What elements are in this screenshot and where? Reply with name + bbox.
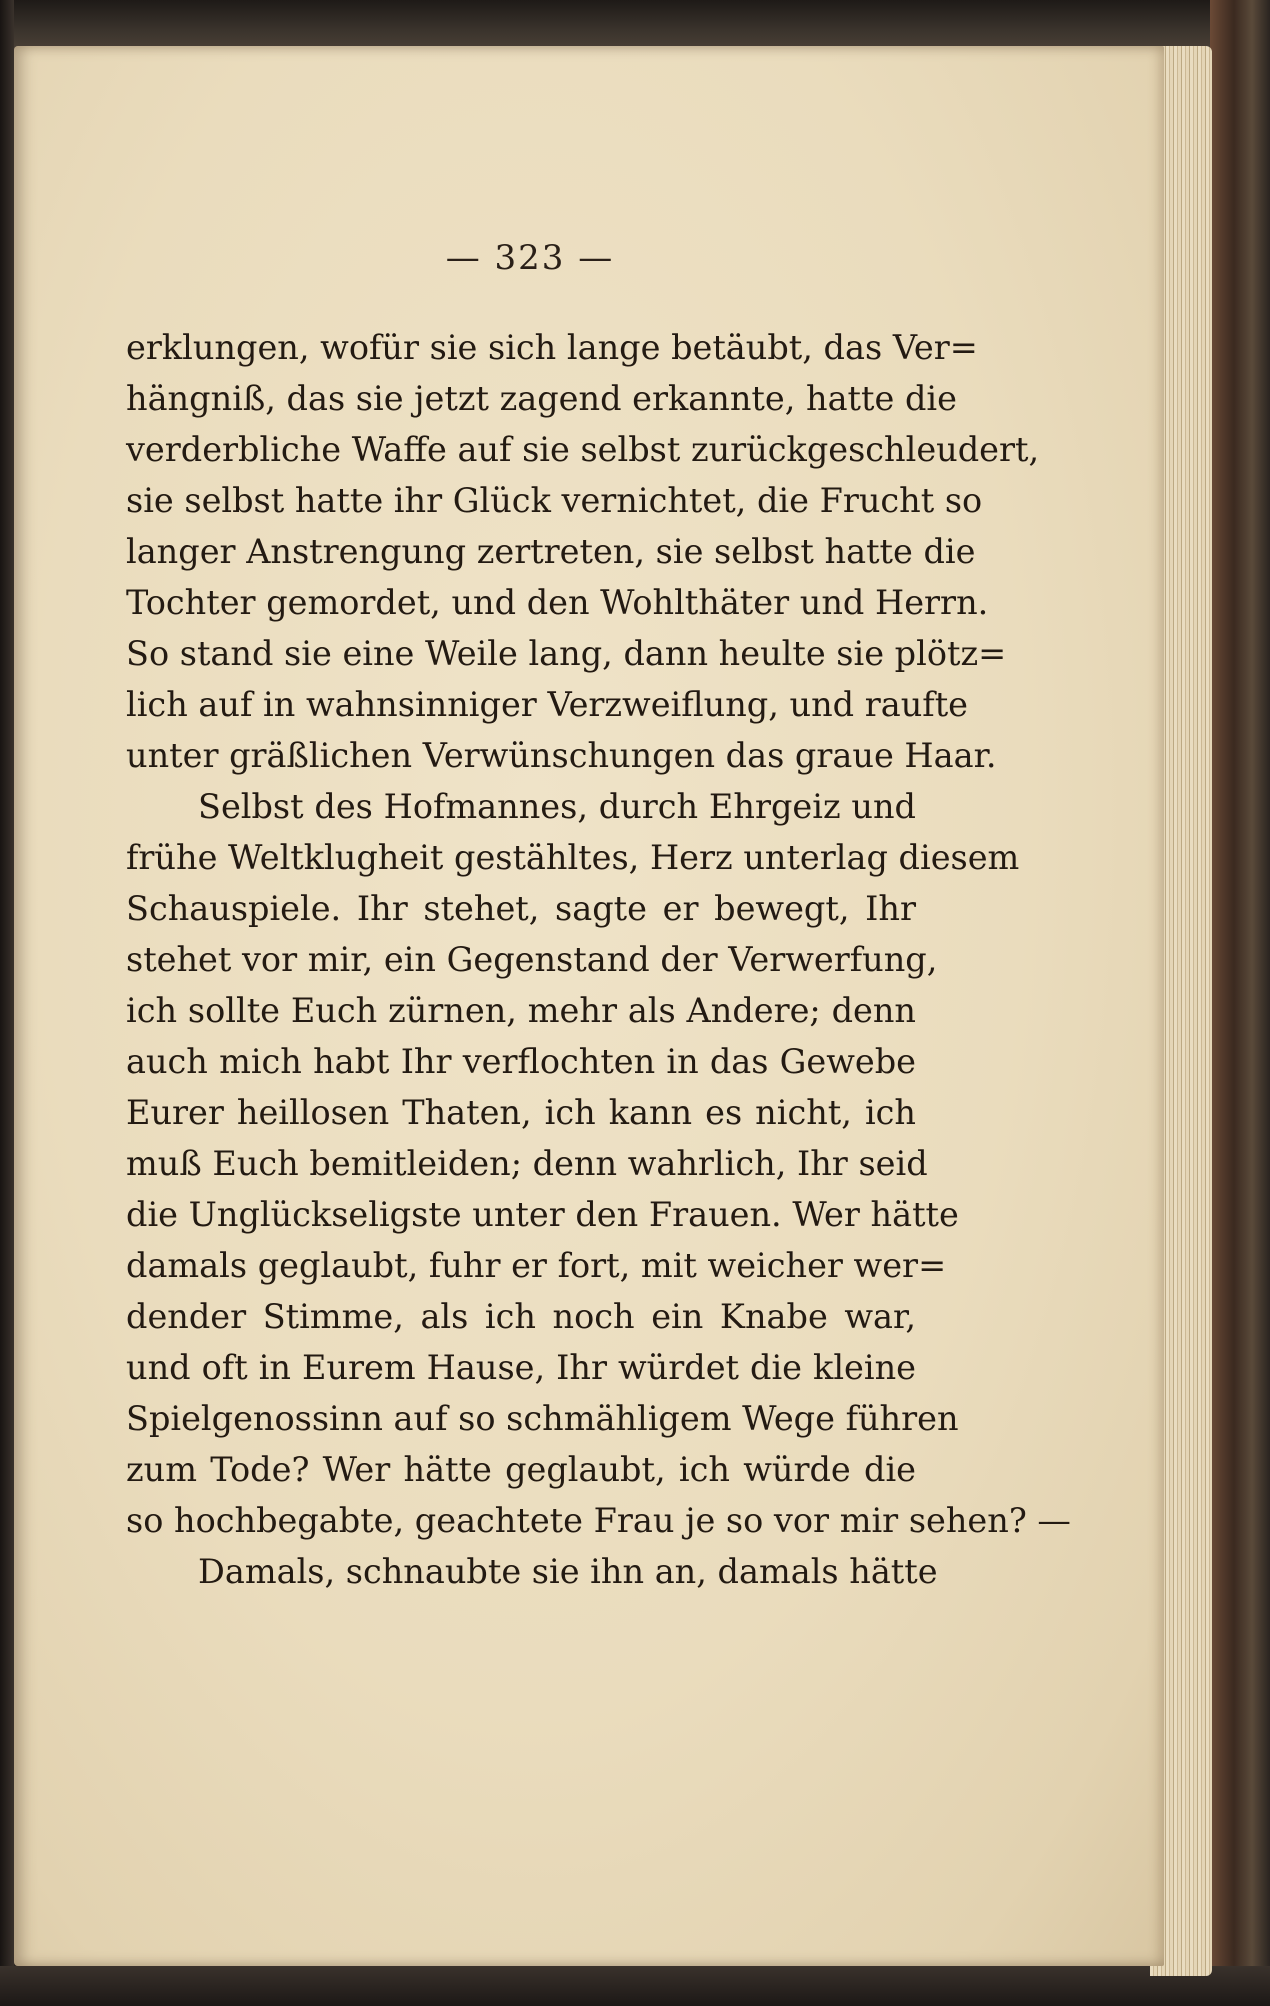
text-line-2: hängniß, das sie jetzt zagend erkannte, hatte die: [126, 379, 957, 418]
text-line-1: erklungen, wofür sie sich lange betäubt, das Ver=: [126, 328, 978, 367]
text-line-7: So stand sie eine Weile lang, dann heulte sie plötz=: [126, 634, 1007, 673]
text-line-8: lich auf in wahnsinniger Verzweiflung, und raufte: [126, 685, 968, 724]
text-line-22: Spielgenossinn auf so schmähligem Wege führen: [126, 1399, 959, 1438]
text-line-13: stehet vor mir, ein Gegenstand der Verwerfung,: [126, 940, 938, 979]
text-line-21: und oft in Eurem Hause, Ihr würdet die kleine: [126, 1348, 916, 1387]
book-cover-left-edge: [0, 0, 14, 2006]
text-line-10: Selbst des Hofmannes, durch Ehrgeiz und: [198, 787, 916, 826]
book-cover-top-edge: [0, 0, 1270, 50]
text-line-15: auch mich habt Ihr verflochten in das Gewebe: [126, 1042, 916, 1081]
text-line-16: Eurer heillosen Thaten, ich kann es nicht, ich: [126, 1093, 916, 1132]
text-line-9: unter gräßlichen Verwünschungen das graue Haar.: [126, 736, 997, 775]
text-line-20: dender Stimme, als ich noch ein Knabe war,: [126, 1297, 916, 1336]
text-line-6: Tochter gemordet, und den Wohlthäter und Herrn.: [126, 583, 989, 622]
book-cover-bottom-edge: [0, 1966, 1270, 2006]
text-line-18: die Unglückseligste unter den Frauen. Wer hätte: [126, 1195, 959, 1234]
text-line-12: Schauspiele. Ihr stehet, sagte er bewegt, Ihr: [126, 889, 916, 928]
body-text: [126, 322, 1071, 1597]
page-header: — 323 —: [445, 238, 615, 278]
text-line-23: zum Tode? Wer hätte geglaubt, ich würde die: [126, 1450, 916, 1489]
text-line-14: ich sollte Euch zürnen, mehr als Andere; denn: [126, 991, 916, 1030]
text-line-25: Damals, schnaubte sie ihn an, damals hätte: [198, 1552, 938, 1591]
text-line-11: frühe Weltklugheit gestähltes, Herz unterlag diesem: [126, 838, 1020, 877]
text-line-4: sie selbst hatte ihr Glück vernichtet, die Frucht so: [126, 481, 983, 520]
text-line-17: muß Euch bemitleiden; denn wahrlich, Ihr seid: [126, 1144, 928, 1183]
text-line-5: langer Anstrengung zertreten, sie selbst hatte die: [126, 532, 976, 571]
text-line-3: verderbliche Waffe auf sie selbst zurückgeschleudert,: [126, 430, 1040, 469]
text-line-19: damals geglaubt, fuhr er fort, mit weicher wer=: [126, 1246, 947, 1285]
text-line-24: so hochbegabte, geachtete Frau je so vor mir sehen? —: [126, 1501, 1071, 1540]
book-cover-right-edge: [1210, 0, 1270, 2006]
